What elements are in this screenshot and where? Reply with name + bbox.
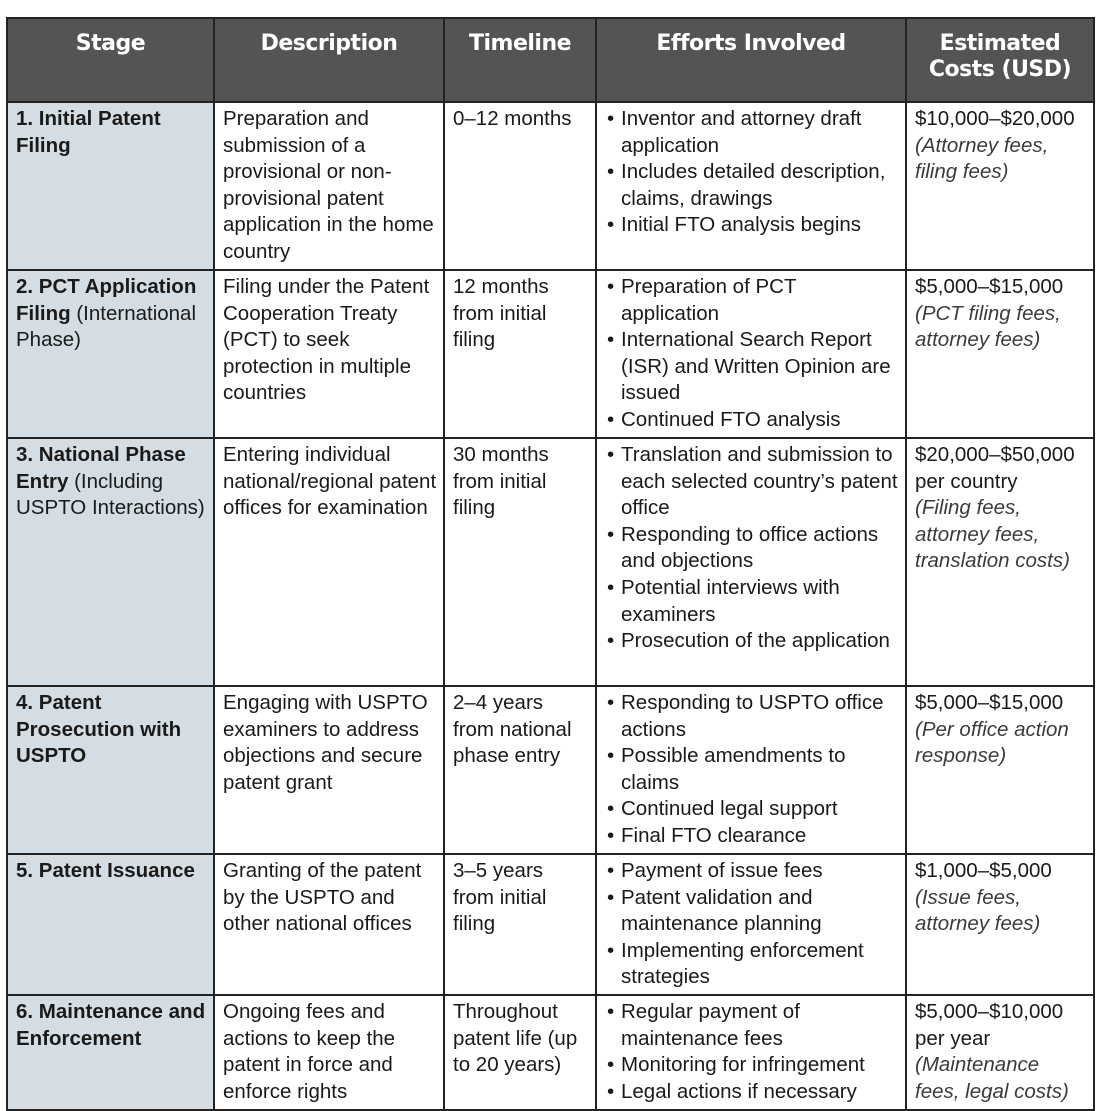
efforts-list bbox=[605, 999, 899, 1105]
stage-title: 4. Patent Prosecution with USPTO bbox=[16, 691, 182, 768]
effort-item: • Prosecution of the application bbox=[605, 628, 899, 655]
stage-title: 5. Patent Issuance bbox=[16, 859, 195, 882]
header-description: Description bbox=[214, 18, 444, 102]
table-row bbox=[7, 270, 1094, 438]
description-cell: Granting of the patent by the USPTO and other national offices bbox=[214, 854, 444, 995]
efforts-list bbox=[605, 690, 899, 850]
efforts-list bbox=[605, 442, 899, 655]
table-row bbox=[7, 686, 1094, 854]
effort-item: • Final FTO clearance bbox=[605, 823, 899, 850]
efforts-list bbox=[605, 274, 899, 434]
timeline-cell: Throughout patent life (up to 20 years) bbox=[444, 995, 596, 1110]
effort-item: • Preparation of PCT application bbox=[605, 274, 899, 327]
efforts-list bbox=[605, 106, 899, 239]
effort-item: • Legal actions if necessary bbox=[605, 1079, 899, 1106]
header-efforts: Efforts Involved bbox=[596, 18, 906, 102]
patent-stages-table bbox=[6, 17, 1095, 1111]
efforts-cell bbox=[596, 686, 906, 854]
effort-item: • Monitoring for infringement bbox=[605, 1052, 899, 1079]
table-body bbox=[7, 102, 1094, 1110]
cost-cell bbox=[906, 438, 1094, 686]
efforts-list bbox=[605, 858, 899, 991]
table-row bbox=[7, 438, 1094, 686]
header-stage: Stage bbox=[7, 18, 214, 102]
stage-title: 6. Maintenance and Enforcement bbox=[16, 1000, 206, 1050]
stage-cell bbox=[7, 270, 214, 438]
stage-cell bbox=[7, 686, 214, 854]
timeline-cell: 3–5 years from initial filing bbox=[444, 854, 596, 995]
timeline-cell: 2–4 years from national phase entry bbox=[444, 686, 596, 854]
efforts-cell bbox=[596, 854, 906, 995]
efforts-cell bbox=[596, 270, 906, 438]
cost-value: $5,000–$15,000 bbox=[915, 275, 1064, 298]
cost-note: (Per office action response) bbox=[915, 717, 1069, 768]
effort-item: • Potential interviews with examiners bbox=[605, 575, 899, 628]
cost-note: (Attorney fees, filing fees) bbox=[915, 133, 1049, 184]
cost-value: $1,000–$5,000 bbox=[915, 859, 1052, 882]
cost-note: (Maintenance fees, legal costs) bbox=[915, 1053, 1069, 1103]
stage-subtitle: (International Phase) bbox=[16, 301, 197, 352]
effort-item: • Inventor and attorney draft application bbox=[605, 106, 899, 159]
header-costs: Estimated Costs (USD) bbox=[906, 18, 1094, 102]
timeline-cell: 30 months from initial filing bbox=[444, 438, 596, 686]
effort-item: • Possible amendments to claims bbox=[605, 743, 899, 796]
timeline-cell: 12 months from initial filing bbox=[444, 270, 596, 438]
description-cell: Preparation and submission of a provisional or non-provisional patent application in the home country bbox=[214, 102, 444, 270]
efforts-cell bbox=[596, 102, 906, 270]
description-cell: Filing under the Patent Cooperation Treaty (PCT) to seek protection in multiple countries bbox=[214, 270, 444, 438]
effort-item: • Responding to USPTO office actions bbox=[605, 690, 899, 743]
effort-item: • Regular payment of maintenance fees bbox=[605, 999, 899, 1052]
cost-note: (Issue fees, attorney fees) bbox=[915, 885, 1041, 936]
description-cell: Engaging with USPTO examiners to address objections and secure patent grant bbox=[214, 686, 444, 854]
cost-value: $20,000–$50,000 per country bbox=[915, 443, 1075, 493]
stage-title: 1. Initial Patent Filing bbox=[16, 107, 161, 157]
stage-cell bbox=[7, 995, 214, 1110]
description-cell: Ongoing fees and actions to keep the patent in force and enforce rights bbox=[214, 995, 444, 1110]
efforts-cell bbox=[596, 438, 906, 686]
table-row bbox=[7, 102, 1094, 270]
cost-cell bbox=[906, 686, 1094, 854]
cost-cell bbox=[906, 995, 1094, 1110]
table-row bbox=[7, 854, 1094, 995]
stage-title: 2. PCT Application Filing bbox=[16, 275, 197, 325]
stage-cell bbox=[7, 438, 214, 686]
cost-value: $5,000–$15,000 bbox=[915, 691, 1064, 714]
effort-item: • Payment of issue fees bbox=[605, 858, 899, 885]
cost-value: $10,000–$20,000 bbox=[915, 107, 1075, 130]
header-timeline: Timeline bbox=[444, 18, 596, 102]
header-row bbox=[7, 18, 1094, 102]
cost-note: (PCT filing fees, attorney fees) bbox=[915, 301, 1061, 352]
effort-item: • Patent validation and maintenance planning bbox=[605, 885, 899, 938]
cost-cell bbox=[906, 270, 1094, 438]
stage-cell bbox=[7, 854, 214, 995]
stage-title: 3. National Phase Entry bbox=[16, 443, 186, 493]
table-header bbox=[7, 18, 1094, 102]
effort-item: • Initial FTO analysis begins bbox=[605, 212, 899, 239]
cost-cell bbox=[906, 854, 1094, 995]
effort-item: • International Search Report (ISR) and Written Opinion are issued bbox=[605, 327, 899, 407]
efforts-cell bbox=[596, 995, 906, 1110]
effort-item: • Translation and submission to each selected country’s patent office bbox=[605, 442, 899, 522]
cost-note: (Filing fees, attorney fees, translation costs) bbox=[915, 496, 1070, 573]
effort-item: • Implementing enforcement strategies bbox=[605, 938, 899, 991]
effort-item: • Responding to office actions and objections bbox=[605, 522, 899, 575]
stage-subtitle: (Including USPTO Interactions) bbox=[16, 469, 205, 520]
stage-cell bbox=[7, 102, 214, 270]
timeline-cell: 0–12 months bbox=[444, 102, 596, 270]
cost-cell bbox=[906, 102, 1094, 270]
description-cell: Entering individual national/regional patent offices for examination bbox=[214, 438, 444, 686]
effort-item: • Includes detailed description, claims, drawings bbox=[605, 159, 899, 212]
table-row bbox=[7, 995, 1094, 1110]
cost-value: $5,000–$10,000 per year bbox=[915, 1000, 1064, 1050]
effort-item: • Continued legal support bbox=[605, 796, 899, 823]
effort-item: • Continued FTO analysis bbox=[605, 407, 899, 434]
